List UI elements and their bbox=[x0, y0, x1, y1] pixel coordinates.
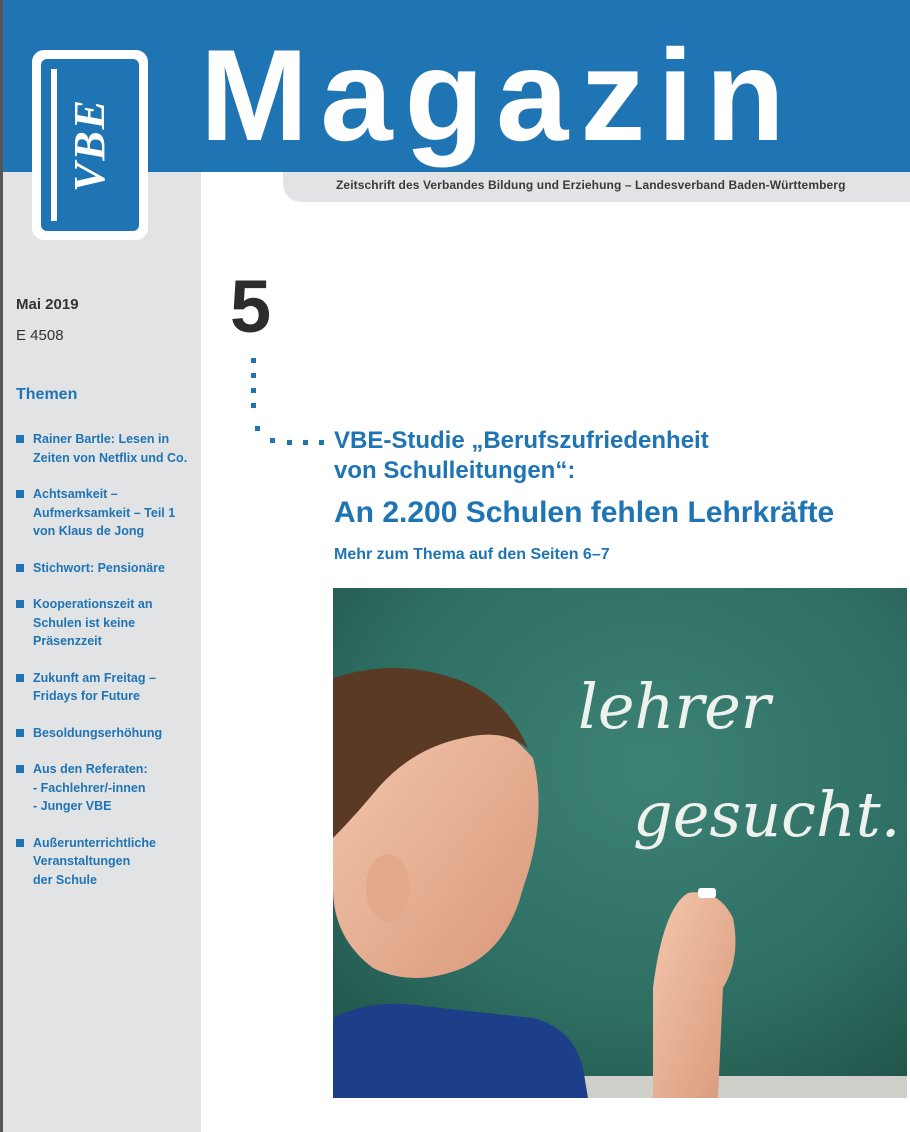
topic-item bbox=[16, 724, 198, 743]
topic-item bbox=[16, 760, 198, 816]
topic-line: von Klaus de Jong bbox=[33, 524, 145, 538]
cover-kicker-line: VBE-Studie „Berufszufriedenheit bbox=[334, 427, 709, 454]
topic-line: Präsenzzeit bbox=[33, 634, 102, 648]
bullet-square-icon bbox=[16, 490, 24, 498]
bullet-square-icon bbox=[16, 600, 24, 608]
topic-line: Außerunterrichtliche bbox=[33, 835, 156, 850]
chalk-piece bbox=[698, 888, 716, 898]
topic-item bbox=[16, 559, 198, 578]
boy-ear bbox=[366, 854, 410, 922]
vbe-logo-field bbox=[41, 59, 139, 231]
topic-text bbox=[33, 724, 198, 743]
vbe-logo-stripe bbox=[51, 69, 57, 221]
cover-kicker bbox=[334, 426, 709, 486]
cover-kicker-line: von Schulleitungen“: bbox=[334, 457, 576, 484]
topics-list bbox=[16, 430, 198, 907]
vbe-logo-text: VBE bbox=[65, 97, 114, 193]
cover-photo-illustration bbox=[333, 588, 907, 1098]
topic-line: Schulen ist keine bbox=[33, 615, 136, 630]
connector-dot bbox=[303, 440, 308, 445]
topic-line: Fridays for Future bbox=[33, 689, 140, 703]
connector-dot bbox=[251, 403, 256, 408]
connector-dot bbox=[251, 358, 256, 363]
topic-text bbox=[33, 430, 198, 467]
topic-line: Besoldungserhöhung bbox=[33, 725, 163, 740]
topic-line: Achtsamkeit – bbox=[33, 487, 118, 501]
topic-text bbox=[33, 595, 198, 651]
topic-text bbox=[33, 834, 198, 890]
bullet-square-icon bbox=[16, 729, 24, 737]
bullet-square-icon bbox=[16, 564, 24, 572]
bullet-square-icon bbox=[16, 839, 24, 847]
connector-dot bbox=[251, 388, 256, 393]
topic-line: Kooperationszeit an bbox=[33, 597, 153, 611]
more-reference: Mehr zum Thema auf den Seiten 6–7 bbox=[334, 546, 610, 563]
cover-photo bbox=[333, 588, 907, 1098]
connector-dot bbox=[270, 438, 275, 443]
topics-heading: Themen bbox=[16, 386, 78, 403]
topic-line: Veranstaltungen bbox=[33, 854, 131, 868]
chalk-text-line1: lehrer bbox=[578, 670, 771, 743]
topic-line: - Junger VBE bbox=[33, 799, 112, 813]
topic-line: Aufmerksamkeit – Teil 1 bbox=[33, 505, 176, 520]
magazine-title: Magazin bbox=[200, 22, 797, 168]
issue-date: Mai 2019 bbox=[16, 296, 79, 313]
topic-item bbox=[16, 595, 198, 651]
cover-headline: An 2.200 Schulen fehlen Lehrkräfte bbox=[334, 496, 835, 529]
chalk-text-line2: gesucht. bbox=[633, 778, 901, 851]
connector-dot bbox=[319, 440, 324, 445]
connector-dot bbox=[287, 440, 292, 445]
bullet-square-icon bbox=[16, 435, 24, 443]
topic-text bbox=[33, 485, 198, 541]
topic-line: Stichwort: Pensionäre bbox=[33, 560, 165, 575]
topic-line: Rainer Bartle: Lesen in bbox=[33, 432, 170, 446]
connector-dot bbox=[255, 426, 260, 431]
bullet-square-icon bbox=[16, 765, 24, 773]
issue-code: E 4508 bbox=[16, 327, 64, 344]
vbe-logo bbox=[32, 50, 148, 240]
topic-line: Zeiten von Netflix und Co. bbox=[33, 450, 188, 465]
topic-item bbox=[16, 834, 198, 890]
topic-line: - Fachlehrer/-innen bbox=[33, 780, 146, 795]
magazine-subtitle: Zeitschrift des Verbandes Bildung und Erziehung – Landesverband Baden-Württemberg bbox=[336, 178, 846, 192]
topic-line: Aus den Referaten: bbox=[33, 762, 148, 776]
connector-dot bbox=[251, 373, 256, 378]
topic-item bbox=[16, 485, 198, 541]
topic-text bbox=[33, 760, 198, 816]
topic-text bbox=[33, 669, 198, 706]
topic-text bbox=[33, 559, 198, 578]
topic-line: der Schule bbox=[33, 872, 97, 887]
bullet-square-icon bbox=[16, 674, 24, 682]
topic-item bbox=[16, 669, 198, 706]
issue-number: 5 bbox=[230, 265, 272, 348]
topic-item bbox=[16, 430, 198, 467]
topic-line: Zukunft am Freitag – bbox=[33, 670, 156, 685]
